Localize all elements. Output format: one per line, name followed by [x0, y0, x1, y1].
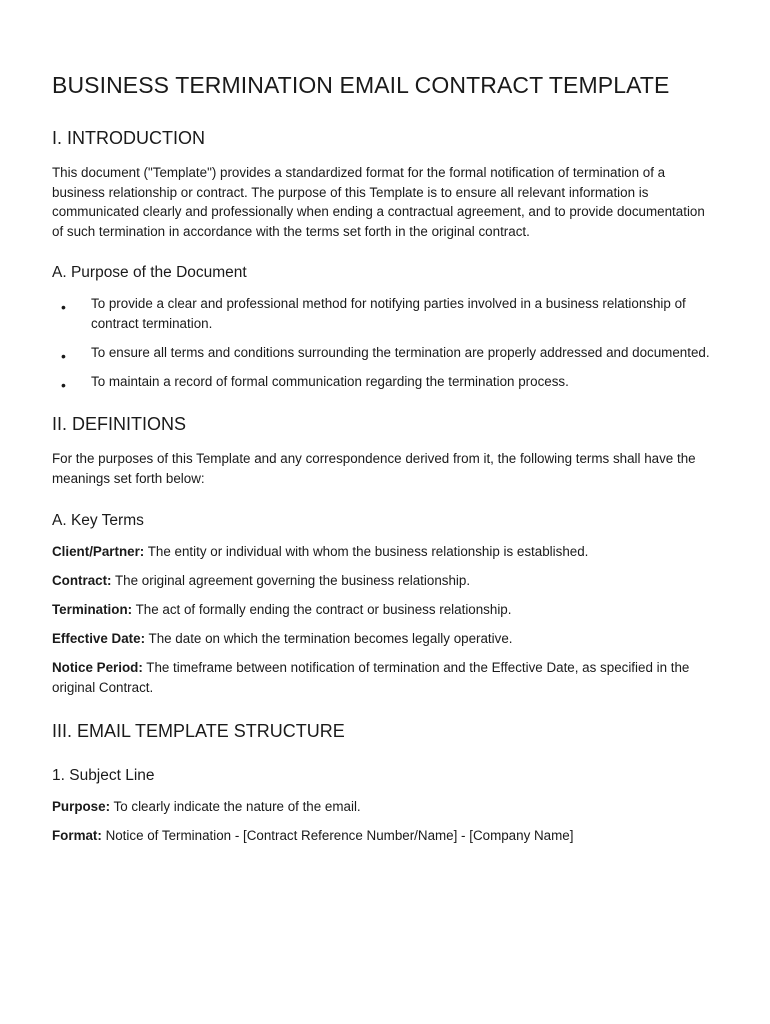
- subject-line-fields: [52, 797, 714, 846]
- list-item-text: To provide a clear and professional method for notifying parties involved in a business relationship of contract termination.: [91, 296, 686, 331]
- list-item-text: To maintain a record of formal communication regarding the termination process.: [91, 373, 569, 389]
- bullet-icon: •: [61, 299, 66, 315]
- term-definition: The timeframe between notification of termination and the Effective Date, as specified in the original Contract.: [52, 660, 690, 695]
- document-title: BUSINESS TERMINATION EMAIL CONTRACT TEMPLATE: [52, 72, 670, 98]
- section-heading-email-structure: III. EMAIL TEMPLATE STRUCTURE: [52, 721, 345, 741]
- subject-purpose: [52, 797, 714, 817]
- section-email-template-structure: [52, 719, 714, 846]
- subheading-purpose: A. Purpose of the Document: [52, 264, 247, 281]
- bullet-icon: •: [61, 376, 66, 393]
- key-terms-list: [52, 542, 714, 697]
- term-definition: The date on which the termination becomes legally operative.: [145, 631, 513, 646]
- field-label: Format:: [52, 828, 102, 843]
- list-item: [52, 372, 714, 392]
- list-item: [52, 343, 714, 363]
- term-notice-period: [52, 658, 714, 697]
- term-label: Effective Date:: [52, 631, 146, 646]
- field-label: Purpose:: [52, 799, 111, 814]
- field-value: Notice of Termination - [Contract Reference Number/Name] - [Company Name]: [101, 828, 574, 843]
- term-contract: [52, 571, 714, 591]
- introduction-paragraph: This document ("Template") provides a standardized format for the formal notification of termination of a business relationship or contract. The purpose of this Template is to ensure all relevant information is communicated clearly and professionally when ending a contractual agreement, and to provide documentation of such termination in accordance with the terms set forth in the original contract.: [52, 165, 705, 239]
- section-heading-definitions: II. DEFINITIONS: [52, 414, 187, 434]
- term-label: Client/Partner:: [52, 544, 145, 559]
- subheading-key-terms: A. Key Terms: [52, 512, 144, 529]
- term-definition: The entity or individual with whom the business relationship is established.: [144, 544, 589, 559]
- field-value: To clearly indicate the nature of the email.: [110, 799, 361, 814]
- term-effective-date: [52, 629, 714, 649]
- list-item-text: To ensure all terms and conditions surrounding the termination are properly addressed and documented.: [91, 344, 710, 360]
- term-label: Contract:: [52, 573, 112, 588]
- section-heading-introduction: I. INTRODUCTION: [52, 128, 205, 148]
- purpose-bullet-list: [52, 294, 714, 391]
- section-introduction: [52, 126, 714, 391]
- subject-format: [52, 826, 714, 846]
- bullet-icon: •: [61, 347, 66, 364]
- term-definition: The act of formally ending the contract or business relationship.: [132, 602, 512, 617]
- section-definitions: [52, 412, 714, 697]
- term-definition: The original agreement governing the business relationship.: [111, 573, 471, 588]
- term-termination: [52, 600, 714, 620]
- definitions-paragraph: For the purposes of this Template and any correspondence derived from it, the following terms shall have the meanings set forth below:: [52, 451, 696, 486]
- subheading-subject-line: 1. Subject Line: [52, 767, 155, 784]
- term-client-partner: [52, 542, 714, 562]
- term-label: Termination:: [52, 602, 133, 617]
- list-item: [52, 294, 714, 333]
- term-label: Notice Period:: [52, 660, 143, 675]
